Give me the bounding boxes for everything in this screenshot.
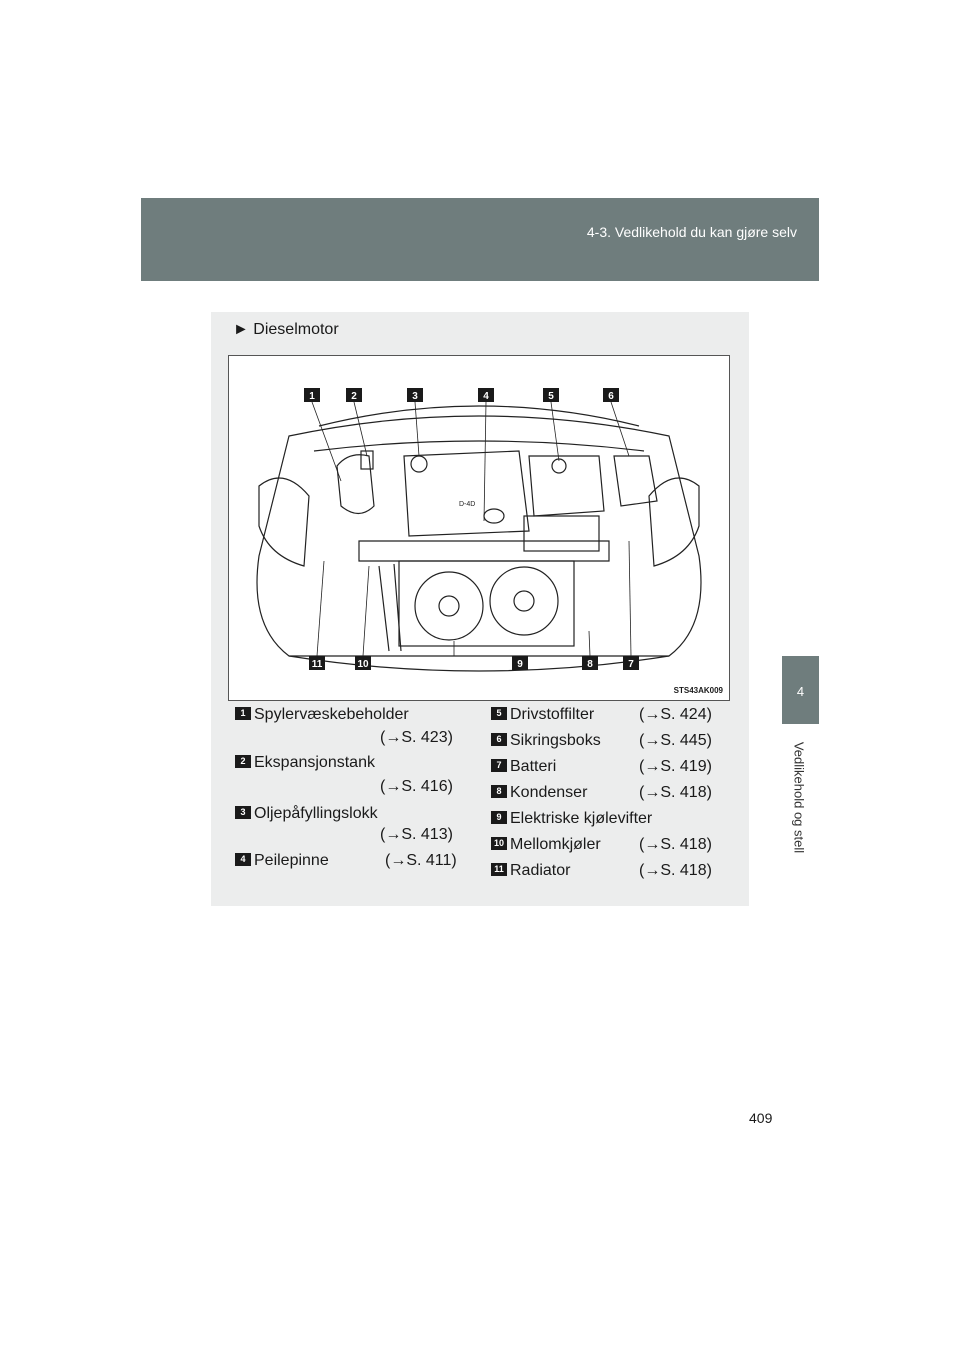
callout-6: 6 [608, 391, 614, 402]
item-ref: (→S. 411) [385, 852, 457, 869]
list-item [235, 704, 409, 726]
callout-7: 7 [628, 659, 634, 670]
item-ref: (→S. 419) [639, 758, 712, 775]
item-badge: 6 [491, 733, 507, 746]
item-label: Kondenser [510, 784, 588, 801]
svg-text:D-4D: D-4D [459, 501, 476, 508]
callout-2: 2 [351, 391, 357, 402]
callout-1: 1 [309, 391, 315, 402]
item-badge: 7 [491, 759, 507, 772]
list-item [235, 850, 329, 872]
item-label: Spylervæskebeholder [254, 706, 409, 723]
item-badge: 1 [235, 707, 251, 720]
callout-4: 4 [483, 391, 489, 402]
item-ref: (→S. 418) [639, 784, 712, 801]
item-ref: (→S. 416) [380, 778, 453, 795]
callout-11: 11 [311, 659, 323, 670]
item-label: Oljepåfyllingslokk [254, 805, 378, 822]
item-ref: (→S. 423) [380, 729, 453, 746]
item-ref: (→S. 418) [639, 836, 712, 853]
callouts-top [304, 388, 619, 402]
chapter-tab [782, 656, 819, 724]
item-badge: 5 [491, 707, 507, 720]
item-label: Mellomkjøler [510, 836, 601, 853]
item-label: Sikringsboks [510, 732, 601, 749]
item-ref: (→S. 413) [380, 826, 453, 843]
engine-panel [211, 312, 749, 906]
list-item [235, 752, 375, 774]
callout-3: 3 [412, 391, 418, 402]
callout-8: 8 [587, 659, 593, 670]
item-badge: 8 [491, 785, 507, 798]
item-label: Elektriske kjølevifter [510, 810, 653, 827]
item-badge: 4 [235, 853, 251, 866]
panel-heading: ► Dieselmotor [233, 321, 339, 338]
list-item [491, 860, 570, 882]
callouts-bottom [309, 656, 639, 670]
item-label: Peilepinne [254, 852, 329, 869]
figure-code: STS43AK009 [673, 686, 723, 695]
list-item [491, 730, 601, 752]
list-item [491, 756, 556, 778]
item-badge: 3 [235, 806, 251, 819]
item-label: Radiator [510, 862, 571, 879]
chapter-title: 4-3. Vedlikehold du kan gjøre selv [586, 224, 797, 240]
callout-10: 10 [357, 659, 369, 670]
item-ref: (→S. 418) [639, 862, 712, 879]
list-item [491, 704, 594, 726]
item-label: Batteri [510, 758, 557, 775]
item-ref: (→S. 424) [639, 706, 712, 723]
engine-drawing [229, 356, 729, 700]
page-number: 409 [749, 1110, 773, 1126]
list-item [491, 782, 587, 804]
list-item [491, 808, 652, 830]
item-badge: 11 [491, 863, 507, 876]
item-badge: 2 [235, 755, 251, 768]
item-label: Ekspansjonstank [254, 754, 375, 771]
item-badge: 9 [491, 811, 507, 824]
item-badge: 10 [491, 837, 507, 850]
callout-9: 9 [517, 659, 523, 670]
engine-illustration [228, 355, 730, 701]
chapter-header [141, 198, 819, 281]
callout-5: 5 [548, 391, 554, 402]
item-ref: (→S. 445) [639, 732, 712, 749]
list-item [235, 803, 378, 825]
item-label: Drivstoffilter [510, 706, 595, 723]
list-item [491, 834, 601, 856]
chapter-tab-number: 4 [796, 684, 805, 699]
chapter-side-label: Vedlikehold og stell [791, 741, 807, 854]
